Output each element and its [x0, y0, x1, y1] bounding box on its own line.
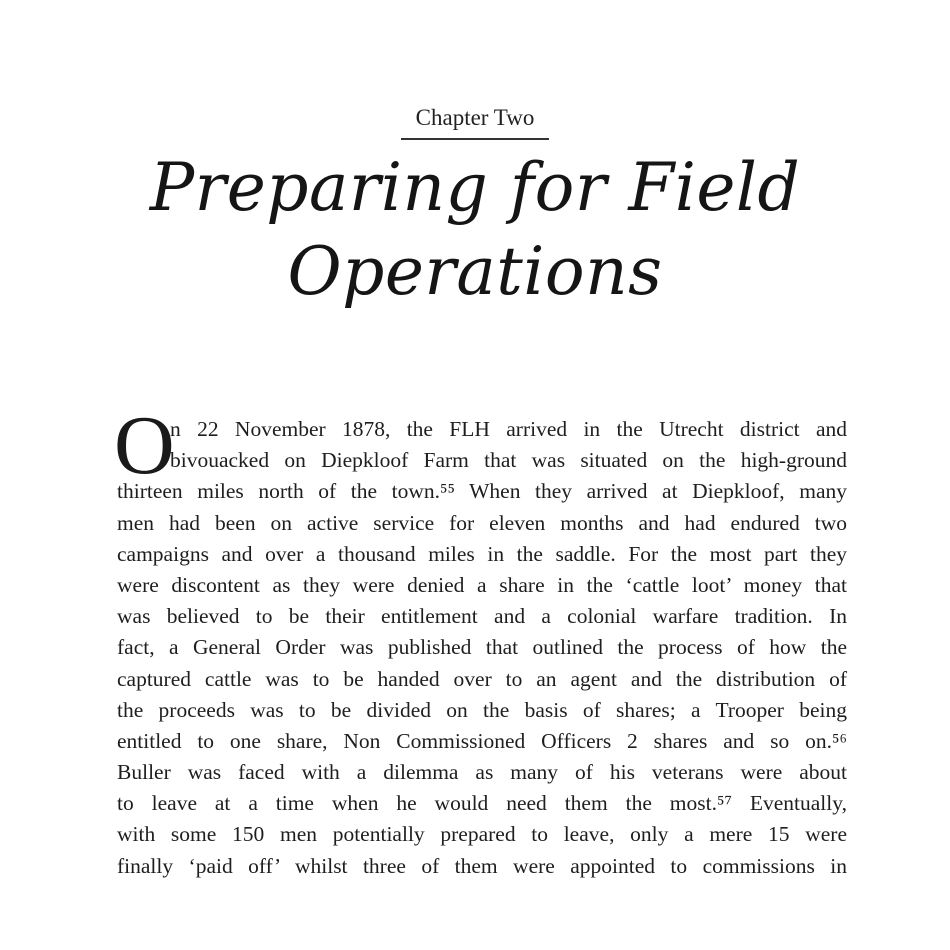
body-line: captured cattle was to be handed over to an agent and the distribution of: [117, 666, 847, 691]
chapter-title-line-1: Preparing for Field: [149, 149, 801, 226]
body-line: campaigns and over a thousand miles in the saddle. For the most part they: [117, 541, 847, 566]
body-line: finally ‘paid off’ whilst three of them were appointed to commissions in: [117, 853, 847, 878]
body-line: Buller was faced with a dilemma as many of his veterans were about: [117, 760, 847, 785]
body-paragraph: [117, 414, 847, 882]
chapter-title-line-2: Operations: [287, 233, 663, 310]
body-line: bivouacked on Diepkloof Farm that was situated on the high-ground: [170, 448, 847, 473]
body-line: to leave at a time when he would need them the most.⁵⁷ Eventually,: [117, 791, 847, 816]
chapter-label: Chapter Two: [415, 105, 535, 130]
body-line: the proceeds was to be divided on the basis of shares; a Trooper being: [117, 697, 847, 722]
body-line: with some 150 men potentially prepared to leave, only a mere 15 were: [117, 822, 847, 847]
body-line: fact, a General Order was published that outlined the process of how the: [117, 635, 847, 660]
chapter-title: [0, 146, 950, 314]
body-line: thirteen miles north of the town.⁵⁵ When they arrived at Diepkloof, many: [117, 479, 847, 504]
body-line: men had been on active service for eleven months and had endured two: [117, 510, 847, 535]
body-line: entitled to one share, Non Commissioned Officers 2 shares and so on.⁵⁶: [117, 728, 847, 753]
body-line: n 22 November 1878, the FLH arrived in the Utrecht district and: [170, 417, 847, 441]
drop-cap: O: [114, 399, 175, 492]
chapter-label-underline: [401, 138, 549, 140]
page-bottom-cutoff: [0, 884, 950, 950]
body-line: was believed to be their entitlement and a colonial warfare tradition. In: [117, 604, 847, 629]
body-line: were discontent as they were denied a share in the ‘cattle loot’ money that: [117, 572, 847, 597]
